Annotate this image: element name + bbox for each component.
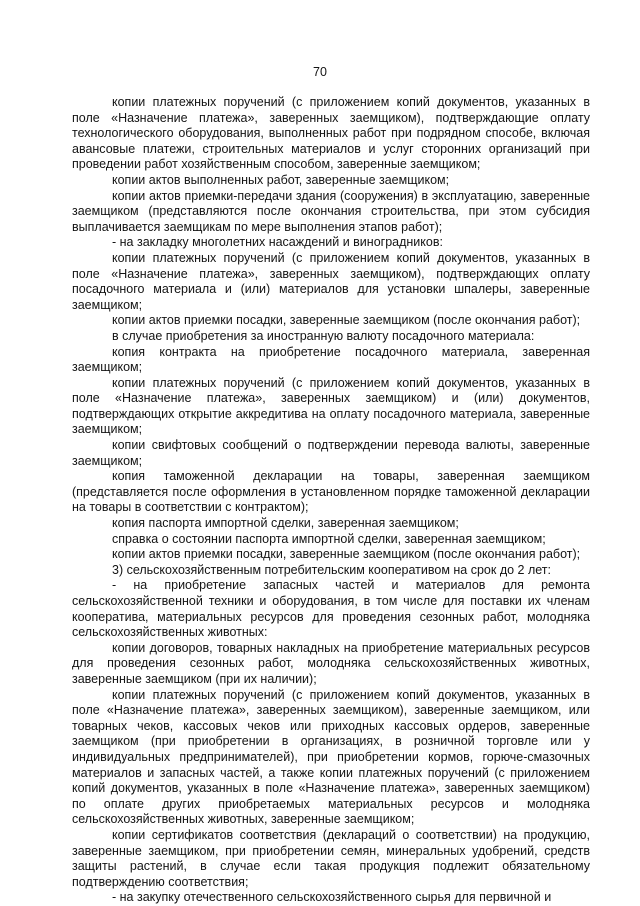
paragraph: копия таможенной декларации на товары, заверенная заемщиком (представляется после оформления в установленном порядке таможенной декларации на товары в соответствии с контрактом); xyxy=(72,469,590,515)
paragraph: копии платежных поручений (с приложением копий документов, указанных в поле «Назначение платежа», заверенных заемщиком) и (или) документов, подтверждающих открытие аккредитива на оплату посадочного материала, заверенные заемщиком; xyxy=(72,375,590,437)
paragraph: копии договоров, товарных накладных на приобретение материальных ресурсов для проведения сезонных работ, молодняка сельскохозяйственных животных, заверенные заемщиком (при их наличии); xyxy=(72,640,590,686)
paragraph: - на приобретение запасных частей и материалов для ремонта сельскохозяйственной техники и оборудования, в том числе для поставки их членам кооператива, материальных ресурсов для проведения сезонных работ, молодняка сельскохозяйственных животных: xyxy=(72,578,590,640)
body-text xyxy=(72,95,590,906)
paragraph: копии свифтовых сообщений о подтверждении перевода валюты, заверенные заемщиком; xyxy=(72,438,590,468)
paragraph: 3) сельскохозяйственным потребительским кооперативом на срок до 2 лет: xyxy=(112,562,551,577)
paragraph: копия паспорта импортной сделки, заверенная заемщиком; xyxy=(112,516,459,531)
paragraph: копии платежных поручений (с приложением копий документов, указанных в поле «Назначение платежа», заверенных заемщиком), подтверждающих оплату посадочного материала и (или) материалов для установки шпалеры, заверенные заемщиком; xyxy=(72,250,590,312)
paragraph: копии актов приемки-передачи здания (сооружения) в эксплуатацию, заверенные заемщиком (представляются после окончания строительства, при этом субсидия выплачивается заемщикам по мере выполнения этапов работ); xyxy=(72,188,590,234)
paragraph: в случае приобретения за иностранную валюту посадочного материала: xyxy=(112,328,535,343)
paragraph: копии платежных поручений (с приложением копий документов, указанных в поле «Назначение платежа», заверенных заемщиком), заверенные заемщиком, или товарных чеков, кассовых чеков или приходных кассовых ордеров, заверенные заемщиком (при приобретении в организациях, в розничной торговле или у индивидуальных предпринимателей), при приобретении кормов, горюче-смазочных материалов и запасных частей, а также копии платежных поручений (с приложением копий документов, указанных в поле «Назначение платежа», заверенных заемщиком) по оплате других приобретаемых материальных ресурсов и молодняка сельскохозяйственных животных, заверенные заемщиком; xyxy=(72,687,590,827)
paragraph: копии платежных поручений (с приложением копий документов, указанных в поле «Назначение платежа», заверенных заемщиком), подтверждающие оплату технологического оборудования, выполненных работ при подрядном способе, включая авансовые платежи, строительных материалов и услуг сторонних организаций при проведении работ хозяйственным способом, заверенные заемщиком; xyxy=(72,95,590,172)
paragraph: копии актов приемки посадки, заверенные заемщиком (после окончания работ); xyxy=(112,313,581,328)
paragraph: справка о состоянии паспорта импортной сделки, заверенная заемщиком; xyxy=(112,531,546,546)
paragraph: - на закупку отечественного сельскохозяйственного сырья для первичной и xyxy=(112,890,552,905)
page-number: 70 xyxy=(313,65,327,79)
paragraph: - на закладку многолетних насаждений и виноградников: xyxy=(112,235,443,250)
paragraph: копия контракта на приобретение посадочного материала, заверенная заемщиком; xyxy=(72,344,590,375)
paragraph: копии актов приемки посадки, заверенные заемщиком (после окончания работ); xyxy=(112,547,581,562)
paragraph: копии сертификатов соответствия (деклараций о соответствии) на продукцию, заверенные заемщиком, при приобретении семян, минеральных удобрений, средств защиты растений, в случае если такая продукция подлежит обязательному подтверждению соответствия; xyxy=(72,827,590,889)
paragraph: копии актов выполненных работ, заверенные заемщиком; xyxy=(112,172,450,187)
